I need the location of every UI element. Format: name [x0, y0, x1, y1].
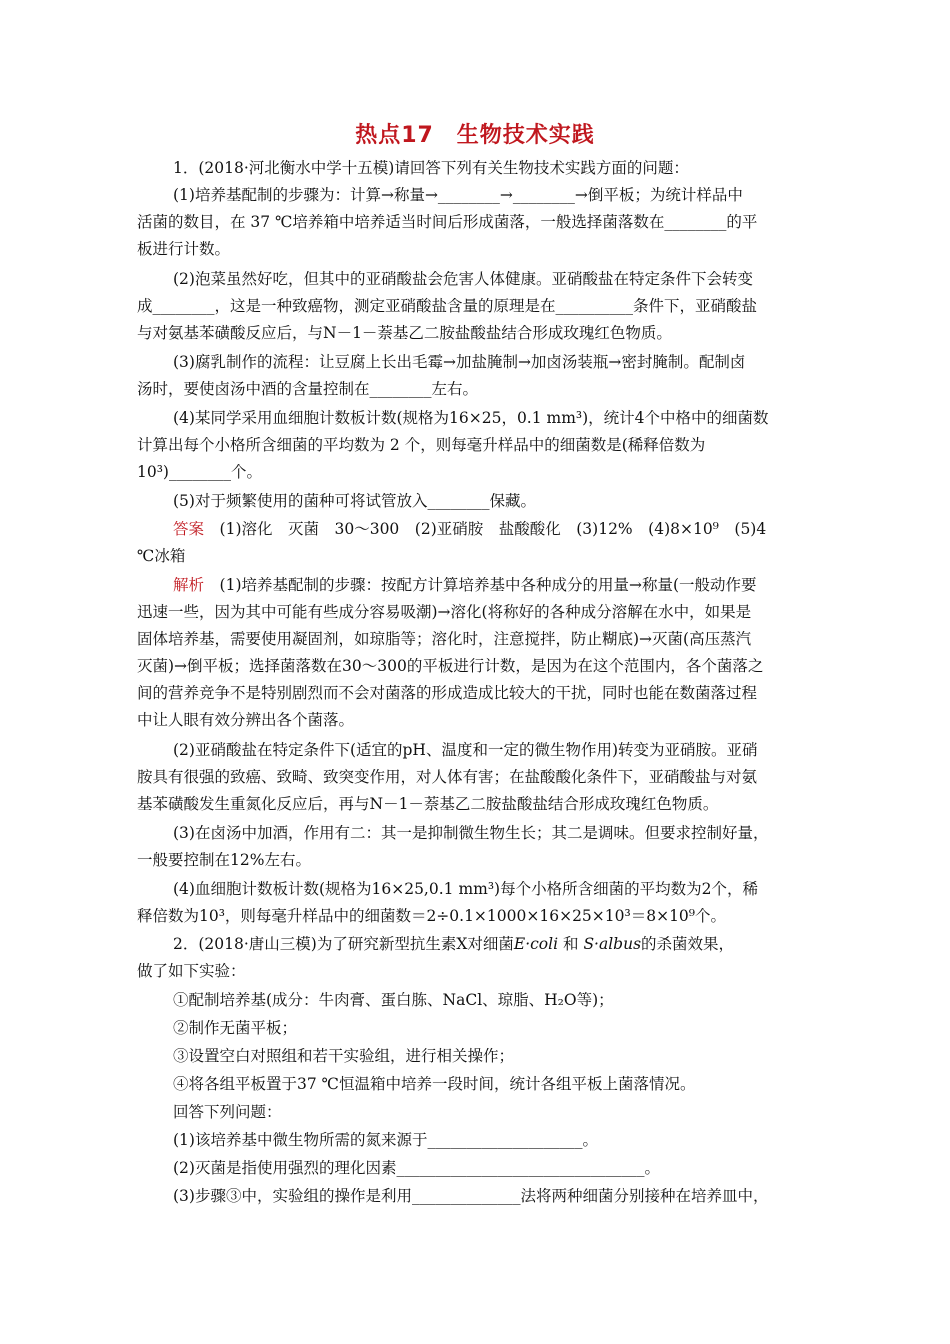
- species-name: E·coli: [513, 935, 559, 953]
- text-line: 回答下列问题：: [173, 1103, 282, 1121]
- text-line: 10³)________个。: [137, 463, 262, 481]
- step-3: ③设置空白对照组和若干实验组，进行相关操作；: [173, 1047, 515, 1065]
- text-line: (3)腐乳制作的流程：让豆腐上长出毛霉→加盐腌制→加卤汤装瓶→密封腌制。配制卤: [173, 353, 746, 371]
- step-1: ①配制培养基(成分：牛肉膏、蛋白胨、NaCl、琼脂、H₂O等)；: [173, 991, 614, 1009]
- species-name: S·albus: [583, 935, 642, 953]
- text-line: 与对氨基苯磺酸反应后，与N－1－萘基乙二胺盐酸盐结合形成玫瑰红色物质。: [137, 324, 672, 342]
- text-line: 释倍数为10³，则每毫升样品中的细菌数＝2÷0.1×1000×16×25×10³＝8×10⁹个。: [137, 907, 727, 925]
- text-run: 2．(2018·唐山三模)为了研究新型抗生素X对细菌: [173, 935, 514, 953]
- analysis-line: [173, 575, 817, 596]
- text-line: (4)某同学采用血细胞计数板计数(规格为16×25，0.1 mm³)，统计4个中格中的细菌数: [173, 409, 769, 427]
- step-2: ②制作无菌平板；: [173, 1019, 298, 1037]
- analysis-label: 解析: [173, 576, 205, 594]
- text-run: 的杀菌效果，: [641, 935, 735, 953]
- page-title: 热点17 生物技术实践: [355, 123, 595, 148]
- analysis-text: (1)培养基配制的步骤：按配方计算培养基中各种成分的用量→称量(一般动作要: [219, 576, 757, 594]
- text-line: 汤时，要使卤汤中酒的含量控制在________左右。: [137, 380, 479, 398]
- text-line: 活菌的数目，在 37 ℃培养箱中培养适当时间后形成菌落，一般选择菌落数在________的平: [137, 213, 758, 231]
- text-line: (1)该培养基中微生物所需的氮来源于____________________。: [173, 1131, 598, 1149]
- text-line: 固体培养基，需要使用凝固剂，如琼脂等；溶化时，注意搅拌，防止糊底)→灭菌(高压蒸汽: [137, 630, 752, 648]
- text-line: (4)血细胞计数板计数(规格为16×25,0.1 mm³)每个小格所含细菌的平均数为2个，稀: [173, 880, 758, 898]
- text-run: 和: [562, 935, 579, 953]
- text-line: 基苯磺酸发生重氮化反应后，再与N－1－萘基乙二胺盐酸盐结合形成玫瑰红色物质。: [137, 795, 719, 813]
- question-1-stem: 1．(2018·河北衡水中学十五模)请回答下列有关生物技术实践方面的问题：: [173, 159, 689, 177]
- text-line: 做了如下实验：: [137, 962, 246, 980]
- text-line: 迅速一些，因为其中可能有些成分容易吸潮)→溶化(将称好的各种成分溶解在水中，如果是: [137, 603, 752, 621]
- text-line: 板进行计数。: [137, 240, 231, 258]
- text-line: 中让人眼有效分辨出各个菌落。: [137, 711, 355, 729]
- text-line: (2)灭菌是指使用强烈的理化因素________________________________。: [173, 1159, 660, 1177]
- text-line: 成________，这是一种致癌物，测定亚硝酸盐含量的原理是在__________条件下，亚硝酸盐: [137, 297, 758, 315]
- text-line: (3)步骤③中，实验组的操作是利用______________法将两种细菌分别接种在培养皿中，: [173, 1187, 769, 1205]
- text-line: 一般要控制在12%左右。: [137, 851, 311, 869]
- text-line: (2)亚硝酸盐在特定条件下(适宜的pH、温度和一定的微生物作用)转变为亚硝胺。亚硝: [173, 741, 758, 759]
- text-line: (3)在卤汤中加酒，作用有二：其一是抑制微生物生长；其二是调味。但要求控制好量，: [173, 824, 769, 842]
- text-line: 间的营养竞争不是特别剧烈而不会对菌落的形成造成比较大的干扰，同时也能在数菌落过程: [137, 684, 758, 702]
- answer-label: 答案: [173, 520, 205, 538]
- answer-line: [173, 519, 817, 540]
- text-line: (5)对于频繁使用的菌种可将试管放入________保藏。: [173, 492, 536, 510]
- answer-text: (1)溶化 灭菌 30～300 (2)亚硝胺 盐酸酸化 (3)12% (4)8×10⁹ (5)4: [219, 520, 767, 538]
- text-line: 计算出每个小格所含细菌的平均数为 2 个，则每毫升样品中的细菌数是(稀释倍数为: [137, 436, 706, 454]
- text-line: (2)泡菜虽然好吃，但其中的亚硝酸盐会危害人体健康。亚硝酸盐在特定条件下会转变: [173, 270, 753, 288]
- question-2-stem: [173, 934, 817, 955]
- text-line: 胺具有很强的致癌、致畸、致突变作用，对人体有害；在盐酸酸化条件下，亚硝酸盐与对氨: [137, 768, 758, 786]
- step-4: ④将各组平板置于37 ℃恒温箱中培养一段时间，统计各组平板上菌落情况。: [173, 1075, 696, 1093]
- text-line: (1)培养基配制的步骤为：计算→称量→________→________→倒平板；为统计样品中: [173, 186, 743, 204]
- text-line: ℃冰箱: [137, 547, 186, 565]
- text-line: 灭菌)→倒平板；选择菌落数在30～300的平板进行计数，是因为在这个范围内，各个菌落之: [137, 657, 764, 675]
